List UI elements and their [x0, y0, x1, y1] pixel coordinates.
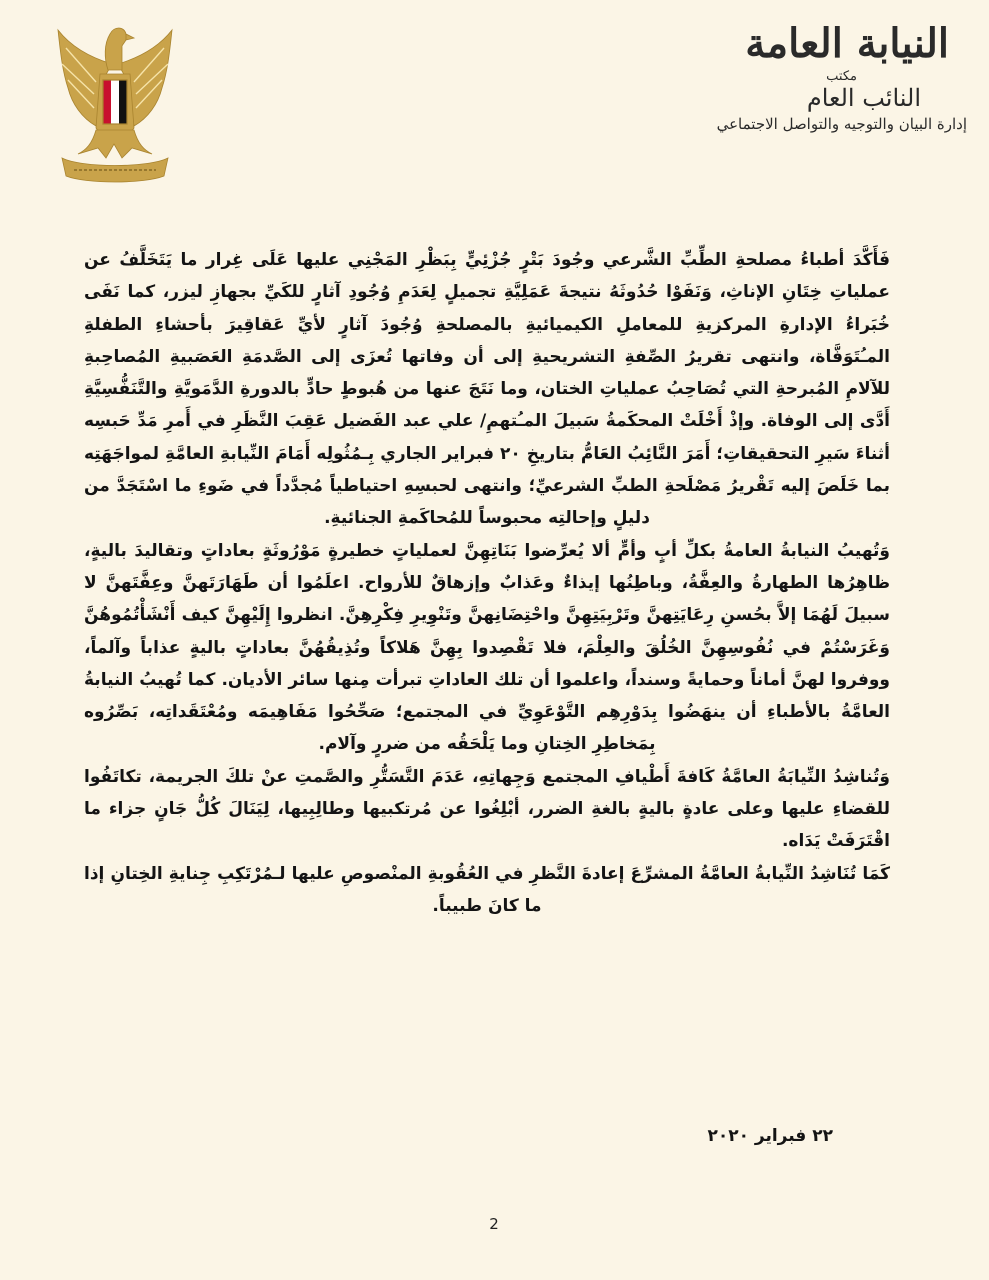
- office-label: مكتب: [826, 69, 857, 84]
- page-number: 2: [489, 1215, 499, 1233]
- paragraph-4: كَمَا تُنَاشِدُ النِّيابةُ العامَّةُ المشرِّعَ إعادةَ النَّظرِ في العُقُوبةِ المنْصوصِ عليها لـمُرْتَكِبِ جِنايةِ الخِتانِ إذا ما كانَ طبيباً.: [84, 863, 890, 916]
- paragraph-1: فَأَكَّدَ أطباءُ مصلحةِ الطِّبِّ الشَّرعي وجُودَ بَتْرٍ جُزْئِيٍّ بِبَظْرِ المَجْنِي عليها عَلَى غِرار ما يَتَخَلَّفُ عن عملياتِ خِتَانِ الإناثِ، وَنَفَوْا حُدُوثَهُ نتيجةَ عَمَلِيَّةِ تجميلٍ لِعَدَمِ وُجُودِ آثارٍ للكَيِّ بجهازِ ليزر، كما نَفَى خُبَراءُ الإدارةِ المركزيةِ للمعاملِ الكيميائيةِ بالمصلحةِ وُجُودَ آثارٍ لأيِّ عَقاقِيرَ بأحشاءِ الطفلةِ المـُتَوَفَّاة، وانتهى تقريرُ الصِّفةِ التشريحيةِ إلى أن وفاتها تُعزَى إلى الصَّدمَةِ العَصَبيةِ المُصاحِبةِ للآلامِ المُبرحةِ التي تُصَاحِبُ عملياتِ الختان، وما نَتَجَ عنها من هُبوطٍ حادٍّ بالدورةِ الدَّمَويَّةِ والتَّنَفُّسِيَّةِ أَدَّى إلى الوفاة. وإذْ أَخْلَتْ المحكَمةُ سَبيلَ المـُتهمِ/ علي عبد الفَضيل عَقِبَ النَّظَرِ في أَمرِ مَدِّ حَبسِه أثناءَ سَيرِ التحقيقاتِ؛ أَمَرَ النَّائِبُ العَامُّ بتاريخِ ٢٠ فبراير الجاري بِـمُثُولِه أَمَامَ النِّيابةِ العامَّةِ لمواجَهَتِه بما خَلَصَ إليه تَقْريرُ مَصْلَحةِ الطبِّ الشرعيِّ؛ وانتهى لحبسِهِ احتياطياً مُجدَّداً في ضَوءِ ما اسْتَجَدَّ من دليلٍ وإحالتِه محبوساً للمُحاكَمةِ الجنائيةِ.: [84, 250, 890, 529]
- letterhead-text: [637, 20, 967, 136]
- eagle-of-saladin-emblem-icon: [52, 18, 178, 186]
- paragraph-3: وَتُناشِدُ النِّيابَةُ العامَّةُ كَافةَ أَطْيافِ المجتمع وَجِهاتِهِ، عَدَمَ التَّسَتُّرِ والصَّمتِ عنْ تلكَ الجريمة، تكاتَفُوا للقضاءِ عليها وعلى عادةٍ باليةٍ بالغةِ الضرر، أبْلِغُوا عن مُرتكبيها وطالِبِيها، لِيَنَالَ كُلُّ جَانٍ جزاء ما اقْتَرَفَتْ يَدَاه.: [84, 766, 890, 852]
- statement-body: [84, 244, 890, 922]
- letterhead-header: [0, 0, 989, 210]
- statement-date: ٢٢ فبراير ٢٠٢٠: [707, 1126, 833, 1146]
- office-name: النائب العام: [806, 84, 921, 112]
- paragraph-2: وَتُهيبُ النيابةُ العامةُ بكلِّ أبٍ وأمٍّ ألا يُعرِّضوا بَنَاتِهِنَّ لعملياتٍ خطيرةٍ مَوْرُوثَةٍ بعاداتٍ وتقاليدَ باليةٍ، ظاهِرُها الطهارةُ والعِفَّةُ، وباطِنُها إيذاءٌ وعَذابٌ وإزهاقٌ للأرواح. اعلَمُوا أن طَهَارَتَهنَّ وعِفَّتَهنَّ لا سبيلَ لَهُمَا إلاَّ بحُسنِ رِعَايَتِهنَّ وتَرْبِيَتِهِنَّ واحْتِضَانِهنَّ وتَنْوِيرِ فِكْرِهِنَّ. انظروا إِلَيْهِنَّ كيف أَنْشَأْتُمُوهُنَّ وَغَرَسْتُمْ في نُفُوسِهِنَّ الخُلُقَ والعِلْمَ، فلا تَقْصِدوا بِهِنَّ هَلاكاً وتُذِيقُهُنَّ بعاداتٍ باليةٍ عذاباً وآلماً، ووفروا لهنَّ أماناً وحمايةً وسنداً، واعلموا أن تلك العاداتِ تبرأت مِنها سائر الأديان. كما تُهيبُ النيابةُ العامَّةُ بالأطباءِ أن ينهَضُوا بِدَوْرِهِم التَّوْعَوِيِّ في المجتمع؛ صَحِّحُوا مَفَاهِيمَه ومُعْتَقَداتِه، بَصِّرُوه بِمَخاطِرِ الخِتانِ وما يَلْحَقُه من ضررٍ وآلام.: [84, 540, 890, 755]
- prosecution-title: النيابة العامة: [745, 20, 949, 67]
- department-name: إدارة البيان والتوجيه والتواصل الاجتماعي: [716, 115, 967, 133]
